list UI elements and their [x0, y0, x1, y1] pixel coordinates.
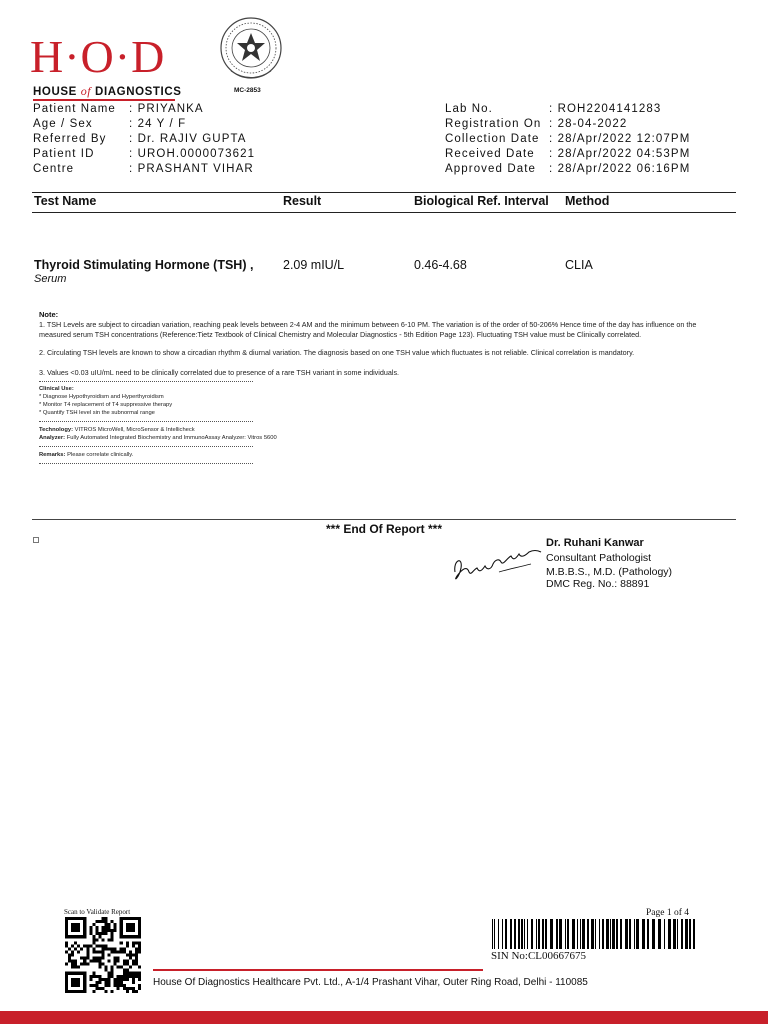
- divider: [39, 421, 253, 422]
- note-paragraph-3: 3. Values <0.03 uIU/mL need to be clinically correlated due to presence of a rare TSH variant in some individuals.: [39, 368, 400, 377]
- label-patient-id: Patient ID: [33, 148, 95, 160]
- clinical-use-item: * Monitor T4 replacement of T4 suppressive therapy: [39, 402, 173, 408]
- label-lab-no: Lab No.: [445, 103, 493, 115]
- remarks-value: Please correlate clinically.: [67, 452, 134, 458]
- logo-text: H·O·D: [30, 31, 166, 82]
- remarks-label: Remarks:: [39, 452, 66, 458]
- value-collection-date: : 28/Apr/2022 12:07PM: [549, 133, 691, 145]
- doctor-title: Consultant Pathologist: [546, 552, 652, 564]
- test-name: Thyroid Stimulating Hormone (TSH) ,: [34, 258, 254, 272]
- header-interval: Biological Ref. Interval: [414, 194, 549, 208]
- footer-address: House Of Diagnostics Healthcare Pvt. Ltd., A-1/4 Prashant Vihar, Outer Ring Road, Delhi - 110085: [153, 977, 588, 988]
- value-received-date: : 28/Apr/2022 04:53PM: [549, 148, 691, 160]
- label-registration-on: Registration On: [445, 118, 542, 130]
- value-lab-no: : ROH2204141283: [549, 103, 662, 115]
- footer-accent-line: [153, 969, 483, 971]
- checkbox-icon: [33, 537, 39, 543]
- value-age-sex: : 24 Y / F: [129, 118, 187, 130]
- remarks-line: [39, 452, 133, 460]
- analyzer-value: Fully Automated Integrated Biochemistry and ImmunoAssay Analyzer: Vitros 5600: [66, 435, 277, 441]
- barcode-icon: [492, 919, 696, 949]
- value-centre: : PRASHANT VIHAR: [129, 163, 254, 175]
- accreditation-seal-icon: [219, 16, 283, 84]
- analyzer-line: [39, 435, 277, 443]
- header-method: Method: [565, 194, 610, 208]
- label-centre: Centre: [33, 163, 75, 175]
- value-patient-name: : PRIYANKA: [129, 103, 204, 115]
- doctor-degree: M.B.B.S., M.D. (Pathology): [546, 566, 673, 578]
- tagline-right: DIAGNOSTICS: [95, 86, 182, 98]
- table-top-rule: [32, 192, 736, 193]
- table-header-rule: [32, 212, 736, 213]
- tagline-left: HOUSE: [33, 86, 77, 98]
- clinical-use-item: * Quantify TSH level sin the subnormal range: [39, 410, 155, 416]
- clinical-use-item: * Diagnose Hypothyroidism and Hyperthyroidism: [39, 394, 164, 400]
- label-patient-name: Patient Name: [33, 103, 116, 115]
- test-sample-type: Serum: [34, 273, 67, 285]
- test-interval: 0.46-4.68: [414, 258, 467, 272]
- header-result: Result: [283, 194, 322, 208]
- footer-red-band: [0, 1011, 768, 1024]
- note-paragraph-1: 1. TSH Levels are subject to circadian variation, reaching peak levels between 2-4 AM and the minimum between 6-10 PM. The variation is of the order of 50-206% Hence time of the day has influence on the measured serum TSH concentrations (Reference:Tietz Textbook of Clinical Chemistry and Molecular Diagnostics - 5th Edition Page 123). Fluctuating TSH value must be Clinically correlated.: [39, 320, 697, 340]
- technology-value: VITROS MicroWell, MicroSensor & Intellicheck: [74, 427, 195, 433]
- divider: [39, 381, 253, 382]
- label-referred-by: Referred By: [33, 133, 107, 145]
- value-referred-by: : Dr. RAJIV GUPTA: [129, 133, 247, 145]
- logo-underline: [33, 99, 175, 101]
- note-title: Note:: [39, 310, 59, 319]
- tagline-of: of: [80, 84, 92, 98]
- note-paragraph-2: 2. Circulating TSH levels are known to show a circadian rhythm & diurnal variation. The diagnosis based on one TSH value which fluctuates is not reliable. Clinical correlation is mandatory.: [39, 348, 635, 357]
- qr-caption: Scan to Validate Report: [64, 908, 131, 916]
- header-test-name: Test Name: [34, 194, 97, 208]
- doctor-signature: [449, 542, 545, 588]
- technology-label: Technology:: [39, 427, 74, 433]
- logo-tagline: [33, 84, 182, 99]
- value-registration-on: : 28-04-2022: [549, 118, 628, 130]
- end-rule: [32, 519, 736, 520]
- sin-number: SIN No:CL00667675: [491, 950, 587, 962]
- label-age-sex: Age / Sex: [33, 118, 93, 130]
- value-approved-date: : 28/Apr/2022 06:16PM: [549, 163, 691, 175]
- label-approved-date: Approved Date: [445, 163, 537, 175]
- test-result: 2.09 mIU/L: [283, 258, 345, 272]
- label-collection-date: Collection Date: [445, 133, 540, 145]
- qr-code-icon[interactable]: [64, 917, 142, 993]
- accreditation-number: MC-2853: [234, 87, 261, 94]
- end-of-report: *** End Of Report ***: [325, 522, 442, 536]
- analyzer-label: Analyzer:: [39, 435, 66, 441]
- doctor-registration: DMC Reg. No.: 88891: [546, 578, 650, 590]
- test-method: CLIA: [565, 258, 593, 272]
- label-received-date: Received Date: [445, 148, 535, 160]
- doctor-name: Dr. Ruhani Kanwar: [546, 537, 644, 549]
- divider: [39, 463, 253, 464]
- divider: [39, 446, 253, 447]
- page-number: Page 1 of 4: [646, 908, 690, 918]
- clinical-use-title: Clinical Use:: [39, 386, 74, 392]
- technology-line: [39, 427, 195, 435]
- value-patient-id: : UROH.0000073621: [129, 148, 256, 160]
